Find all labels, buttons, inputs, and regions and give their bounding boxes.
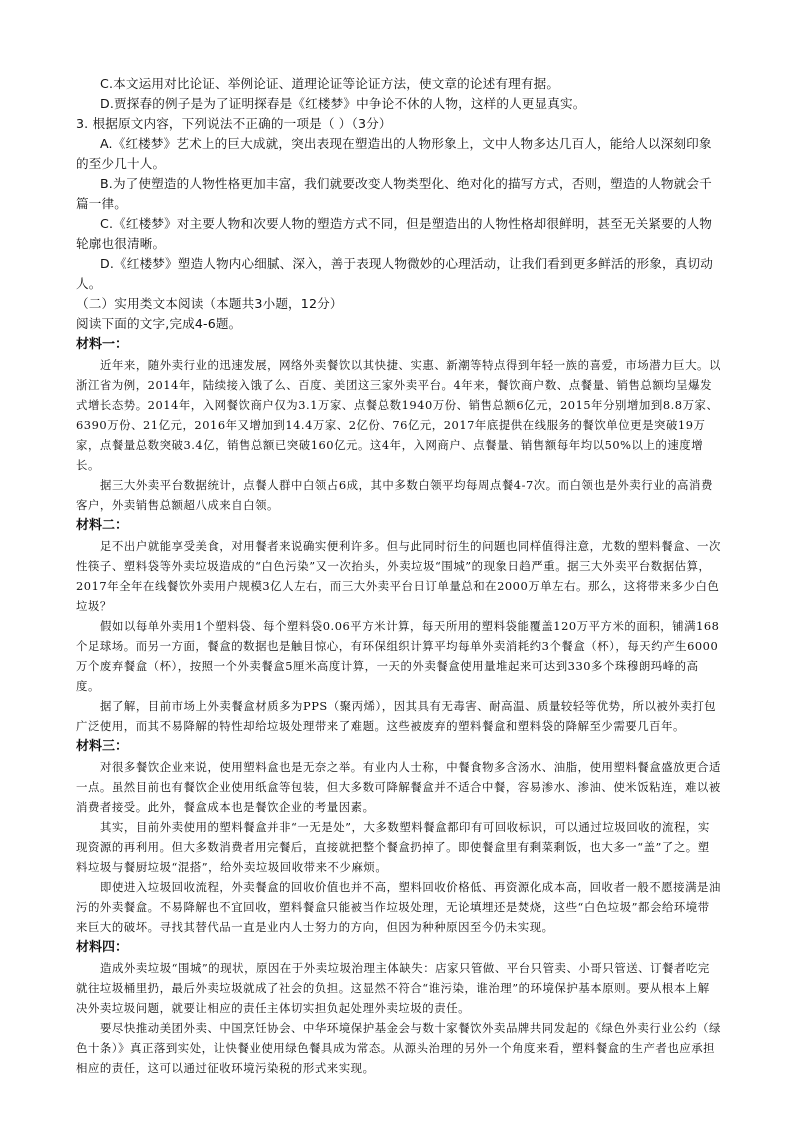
option-d: D.《红楼梦》塑造人物内心细腻、深入，善于表现人物微妙的心理活动，让我们看到更多鲜活的形象，真切动人。 [76, 256, 713, 291]
material-3 [76, 737, 721, 937]
section-title: （二）实用类文本阅读（本题共3小题，12分） [76, 296, 343, 311]
option-c: C.本文运用对比论证、举例论证、道理论证等论证方法，使文章的论述有理有据。 [100, 76, 560, 91]
option-b: B.为了使塑造的人物性格更加丰富，我们就要改变人物类型化、绝对化的描写方式，否则，塑造的人物就会千篇一律。 [76, 176, 712, 211]
paragraph: 要尽快推动美团外卖、中国烹饪协会、中华环境保护基金会与数十家餐饮外卖品牌共同发起的《绿色外卖行业公约（绿色十条）》真正落到实处，让快餐业使用绿色餐具成为常态。从源头治理的另外一个角度来看，塑料餐盒的生产者也应承担相应的责任，这可以通过征收环境污染税的形式来实现。 [76, 1021, 721, 1075]
question-3-stem: 3. 根据原文内容，下列说法不正确的一项是（ ）（3分） [76, 116, 392, 131]
question-2-options [76, 74, 721, 114]
paragraph: 假如以每单外卖用1个塑料袋、每个塑料袋0.06平方米计算，每天所用的塑料袋能覆盖120万平方米的面积，铺满168个足球场。而另一方面，餐盒的数据也是触目惊心，有环保组织计算平均每单外卖消耗约3个餐盒（杯），每天约产生6000万个废弃餐盒（杯），按照一个外卖餐盒5厘米高度计算，一天的外卖餐盒使用量堆起来可达到330多个珠穆朗玛峰的高度。 [76, 619, 720, 693]
paragraph: 据三大外卖平台数据统计，点餐人群中白领占6成，其中多数白领平均每周点餐4-7次。而白领也是外卖行业的高消费客户，外卖销售总额超八成来自白领。 [76, 478, 713, 512]
paragraph: 据了解，目前市场上外卖餐盒材质多为PPS（聚丙烯），因其具有无毒害、耐高温、质量较轻等优势，所以被外卖打包广泛使用，而其不易降解的特性却给垃圾处理带来了难题。这些被废弃的塑料餐盒和塑料袋的降解至少需要几百年。 [76, 699, 717, 733]
document-page [76, 74, 721, 1078]
section-header [76, 294, 721, 334]
material-heading: 材料一： [76, 337, 129, 352]
option-c: C.《红楼梦》对主要人物和次要人物的塑造方式不同，但是塑造出的人物性格却很鲜明，甚至无关紧要的人物轮廓也很清晰。 [76, 216, 713, 251]
paragraph: 对很多餐饮企业来说，使用塑料盒也是无奈之举。有业内人士称，中餐食物多含汤水、油脂，使用塑料餐盒盛放更合适一点。虽然目前也有餐饮企业使用纸盒等包装，但大多数可降解餐盒并不适合中餐，容易渗水、渗油、使米饭粘连，难以被消费者接受。此外，餐盒成本也是餐饮企业的考量因素。 [76, 760, 721, 814]
material-1 [76, 335, 721, 515]
paragraph: 其实，目前外卖使用的塑料餐盒并非“一无是处”，大多数塑料餐盒都印有可回收标识，可以通过垃圾回收的流程，实现资源的再利用。但大多数消费者用完餐后，直接就把整个餐盒扔掉了。即使餐盒里有剩菜剩饭，也大多一“盖”了之。塑料垃圾与餐厨垃圾“混搭”，给外卖垃圾回收带来不少麻烦。 [76, 820, 710, 874]
material-2 [76, 516, 721, 736]
material-heading: 材料三： [76, 739, 129, 754]
material-heading: 材料二： [76, 518, 129, 533]
question-3 [76, 114, 721, 294]
option-d: D.贾探春的例子是为了证明探春是《红楼梦》中争论不休的人物，这样的人更显真实。 [100, 96, 586, 111]
paragraph: 造成外卖垃圾“围城”的现状，原因在于外卖垃圾治理主体缺失：店家只管做、平台只管卖、小哥只管送、订餐者吃完就往垃圾桶里扔，最后外卖垃圾就成了社会的负担。这显然不符合“谁污染，谁治理”的环境保护基本原则。要从根本上解决外卖垃圾问题，就要让相应的责任主体切实担负起处理外卖垃圾的责任。 [76, 961, 710, 1015]
paragraph: 即使进入垃圾回收流程，外卖餐盒的回收价值也并不高，塑料回收价格低、再资源化成本高，回收者一般不愿接满是油污的外卖餐盒。不易降解也不宜回收，塑料餐盒只能被当作垃圾处理，无论填埋还是焚烧，这些“白色垃圾”都会给环境带来巨大的破坏。寻找其替代品一直是业内人士努力的方向，但因为种种原因至今仍未实现。 [76, 880, 721, 934]
material-4 [76, 938, 721, 1078]
paragraph: 足不出户就能享受美食，对用餐者来说确实便利许多。但与此同时衍生的问题也同样值得注意，尤数的塑料餐盒、一次性筷子、塑料袋等外卖垃圾造成的“白色污染”又一次抬头，外卖垃圾“围城”的现象日趋严重。据三大外卖平台数据估算，2017年全年在线餐饮外卖用户规模3亿人左右，而三大外卖平台日订单量总和在2000万单左右。那么，这将带来多少白色垃圾？ [76, 539, 721, 613]
section-instruction: 阅读下面的文字,完成4-6题。 [76, 316, 242, 331]
material-heading: 材料四： [76, 940, 129, 955]
paragraph: 近年来，随外卖行业的迅速发展，网络外卖餐饮以其快捷、实惠、新潮等特点得到年轻一族的喜爱，市场潜力巨大。以浙江省为例，2014年，陆续接入饿了么、百度、美团这三家外卖平台。4年来，餐饮商户数、点餐量、销售总额均呈爆发式增长态势。2014年，入网餐饮商户仅为3.1万家、点餐总数1940万份、销售总额6亿元，2015年分别增加到8.8万家、6390万份、21亿元，2016年又增加到14.4万家、2亿份、76亿元，2017年底提供在线服务的餐饮单位更是突破19万家，点餐量总数突破3.4亿，销售总额已突破160亿元。这4年，入网商户、点餐量、销售额每年均以50%以上的速度增长。 [76, 358, 721, 472]
option-a: A.《红楼梦》艺术上的巨大成就，突出表现在塑造出的人物形象上，文中人物多达几百人，能给人以深刻印象的至少几十人。 [76, 136, 712, 171]
